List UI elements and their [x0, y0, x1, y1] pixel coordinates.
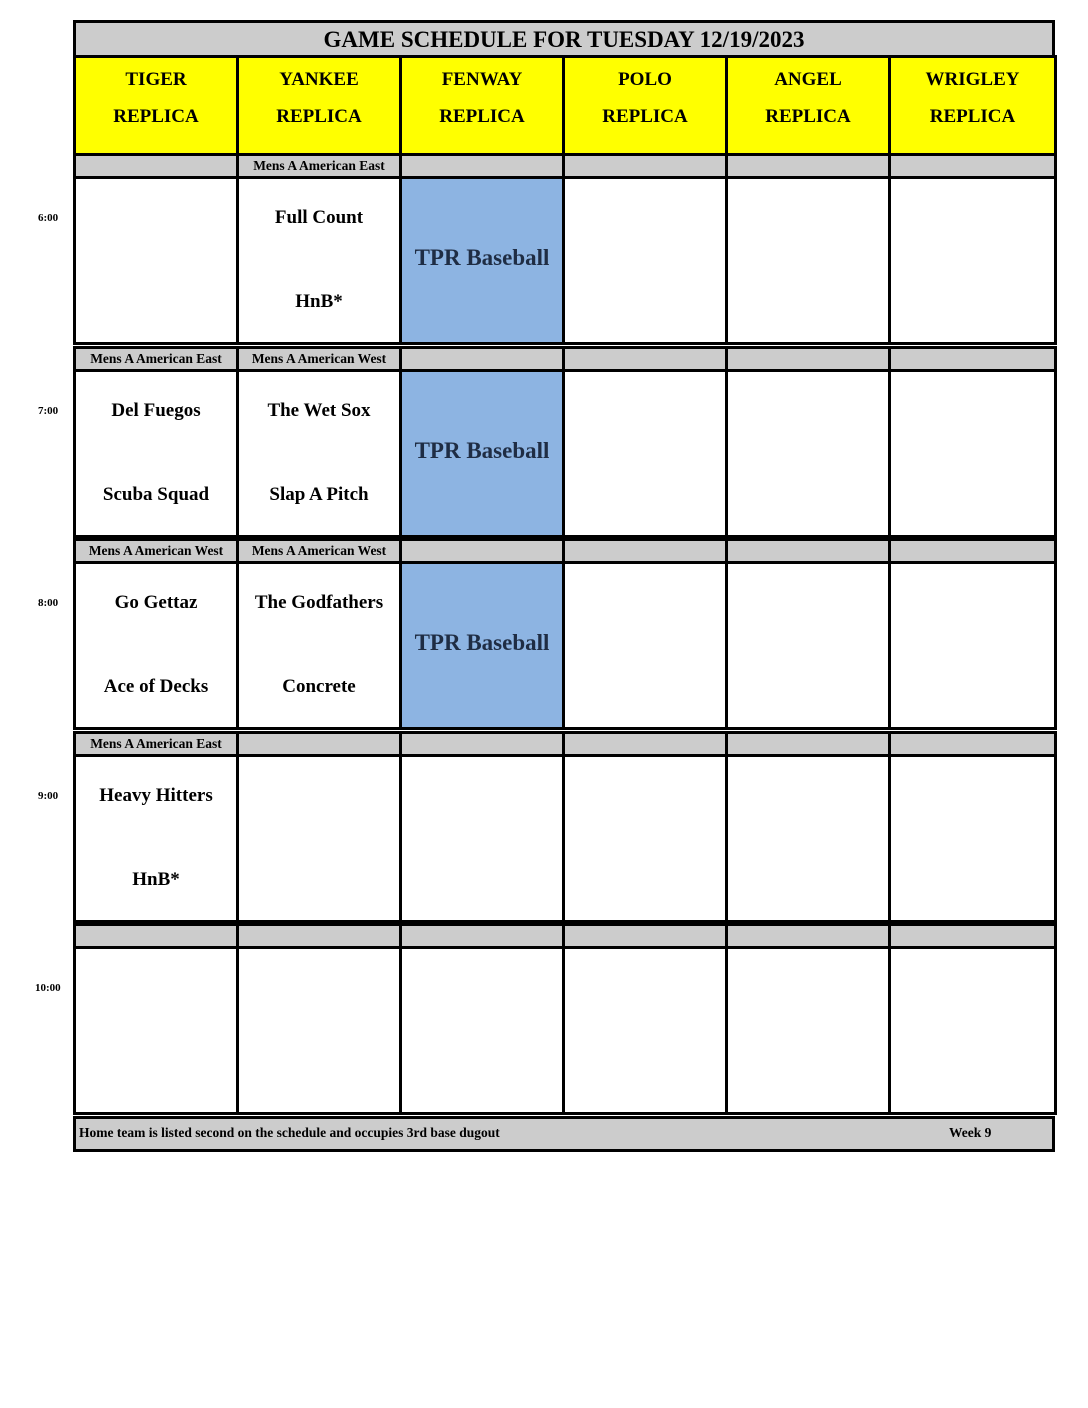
game-schedule-table	[73, 20, 1055, 1152]
reserved-label: TPR Baseball	[414, 438, 550, 463]
game-slot[interactable]	[399, 561, 565, 730]
field-header-angel	[725, 55, 891, 156]
game-slot[interactable]	[73, 754, 239, 923]
away-team: Del Fuegos	[111, 400, 201, 421]
empty-slot	[725, 369, 891, 538]
time-label: 10:00	[35, 982, 61, 994]
empty-slot	[888, 369, 1057, 538]
time-label: 6:00	[38, 212, 59, 224]
division-label: Mens A American East	[73, 731, 239, 757]
empty-slot	[399, 946, 565, 1115]
empty-slot	[236, 946, 402, 1115]
home-team: Scuba Squad	[102, 484, 210, 505]
reserved-label: TPR Baseball	[414, 630, 550, 655]
division-label: Mens A American West	[236, 538, 402, 564]
empty-slot	[562, 369, 728, 538]
field-name: FENWAY	[441, 69, 523, 90]
away-team: The Wet Sox	[267, 400, 371, 421]
field-header-tiger	[73, 55, 239, 156]
away-team: Heavy Hitters	[99, 785, 213, 806]
empty-slot	[725, 561, 891, 730]
empty-slot	[562, 176, 728, 345]
footer-bar	[73, 1116, 1055, 1152]
away-team: Go Gettaz	[114, 592, 198, 613]
time-label: 8:00	[38, 597, 59, 609]
field-suffix: REPLICA	[929, 106, 1016, 127]
empty-slot	[236, 754, 402, 923]
empty-slot	[888, 754, 1057, 923]
home-team: Ace of Decks	[103, 676, 209, 697]
field-header-yankee	[236, 55, 402, 156]
away-team: The Godfathers	[254, 592, 384, 613]
field-name: POLO	[618, 69, 672, 90]
field-header-polo	[562, 55, 728, 156]
game-slot[interactable]	[236, 369, 402, 538]
field-name: TIGER	[125, 69, 187, 90]
empty-slot	[73, 176, 239, 345]
empty-slot	[562, 561, 728, 730]
field-suffix: REPLICA	[276, 106, 362, 127]
division-label: Mens A American East	[236, 153, 402, 179]
field-header-wrigley	[888, 55, 1057, 156]
field-name: ANGEL	[774, 69, 842, 90]
footer-note: Home team is listed second on the schedule and occupies 3rd base dugout	[79, 1125, 500, 1140]
empty-slot	[562, 754, 728, 923]
empty-slot	[725, 176, 891, 345]
empty-slot	[73, 946, 239, 1115]
game-slot[interactable]	[73, 561, 239, 730]
division-label: Mens A American West	[73, 538, 239, 564]
field-name: YANKEE	[279, 69, 359, 90]
time-label: 9:00	[38, 790, 59, 802]
game-slot[interactable]	[399, 176, 565, 345]
empty-slot	[888, 561, 1057, 730]
empty-slot	[888, 946, 1057, 1115]
home-team: Concrete	[282, 676, 356, 697]
field-suffix: REPLICA	[439, 106, 525, 127]
field-suffix: REPLICA	[113, 106, 199, 127]
away-team: Full Count	[274, 207, 364, 228]
division-label: Mens A American West	[236, 346, 402, 372]
home-team: Slap A Pitch	[269, 484, 369, 505]
game-slot[interactable]	[399, 369, 565, 538]
empty-slot	[399, 754, 565, 923]
empty-slot	[725, 946, 891, 1115]
empty-slot	[888, 176, 1057, 345]
reserved-label: TPR Baseball	[414, 245, 550, 270]
game-slot[interactable]	[73, 369, 239, 538]
field-name: WRIGLEY	[925, 69, 1020, 90]
field-header-fenway	[399, 55, 565, 156]
field-suffix: REPLICA	[602, 106, 688, 127]
game-slot[interactable]	[236, 561, 402, 730]
field-suffix: REPLICA	[765, 106, 851, 127]
home-team: HnB*	[295, 291, 343, 312]
time-label: 7:00	[38, 405, 59, 417]
game-slot[interactable]	[236, 176, 402, 345]
home-team: HnB*	[132, 869, 180, 890]
empty-slot	[562, 946, 728, 1115]
empty-slot	[725, 754, 891, 923]
week-label: Week 9	[949, 1125, 992, 1140]
page-title: GAME SCHEDULE FOR TUESDAY 12/19/2023	[73, 20, 1055, 58]
division-label: Mens A American East	[73, 346, 239, 372]
